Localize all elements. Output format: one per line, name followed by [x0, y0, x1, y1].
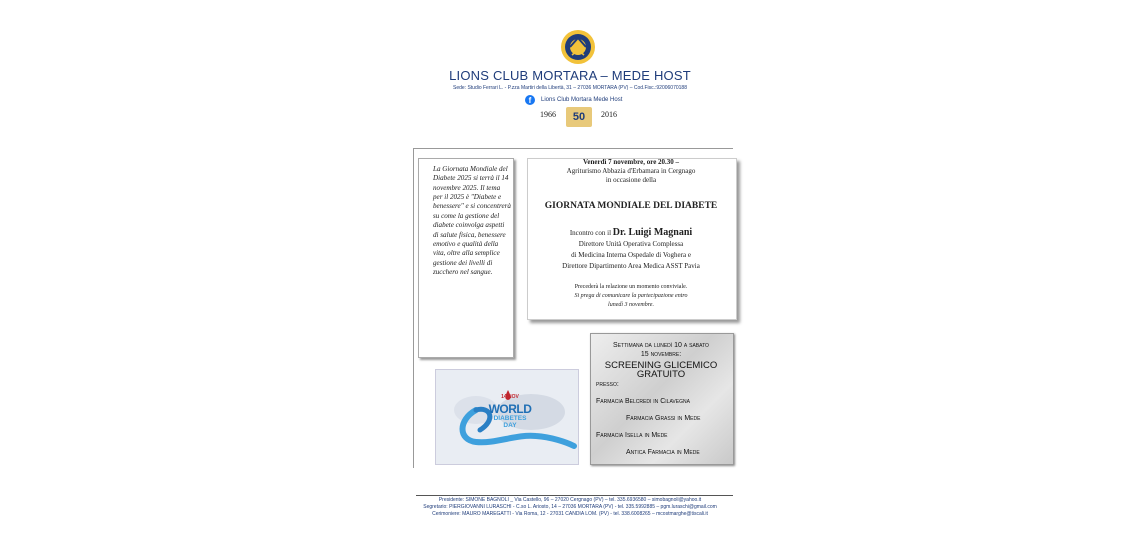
club-address: Sede: Studio Ferrari L. - P.zza Martiri della Libertà, 31 – 27036 MORTARA (PV) – Cod.Fisc.:92006070188: [452, 85, 687, 91]
event-place: Agriturismo Abbazia d'Erbamara in Cergnago: [566, 167, 696, 175]
footer-president: Presidente: SIMONE BAGNOLI _ Via Castello, 96 – 27020 Cergnago (PV) – tel. 335.6936580 – simobagnoli@yahoo.it: [438, 497, 702, 503]
screening-presso: presso:: [596, 381, 619, 388]
wdd-diabetes-day-label: [480, 416, 540, 430]
page-frame-top: [413, 148, 733, 149]
pharmacy-item: Antica Farmacia in Mede: [626, 449, 700, 456]
year-end: 2016: [601, 110, 617, 119]
year-start: 1966: [540, 110, 556, 119]
wdd-diabetes-label: DIABETES: [493, 415, 527, 422]
speaker-name: Dr. Luigi Magnani: [612, 227, 693, 238]
footer-secretary: Segretario: PIERGIOVANNI LURASCHI - C.so L. Ariosto, 14 – 27036 MORTARA (PV) - tel. 335.5992885 – pgm.luraschi@gmail.com: [423, 504, 717, 510]
pharmacy-item: Farmacia Isella in Mede: [596, 432, 668, 439]
facebook-icon: f: [525, 95, 535, 105]
event-title: GIORNATA MONDIALE DEL DIABETE: [544, 201, 718, 211]
screening-week-end: 15 novembre:: [640, 351, 682, 358]
event-speaker-line: [527, 227, 735, 240]
event-rsvp: Si prega di comunicare la partecipazione entro: [574, 293, 688, 299]
event-intro: Incontro con il: [569, 229, 612, 237]
footer-ceremony: Cerimoniere: MAURO MAREGATTI - Via Roma, 12 - 27031 CANDIA LOM. (PV) - tel. 338.6008265 – mcostmarghe@tiscali.it: [432, 511, 708, 517]
wdd-world-label: WORLD: [488, 402, 532, 416]
world-diabetes-day-image: [435, 369, 579, 465]
wdd-date-label: 14 NOV: [501, 394, 519, 400]
event-rsvp-date: lunedì 3 novembre.: [608, 302, 654, 308]
event-date: Venerdì 7 novembre, ore 20.30 –: [582, 158, 680, 166]
facebook-link[interactable]: [525, 94, 622, 106]
speaker-role-2: di Medicina Interna Ospedale di Voghera e: [571, 251, 691, 259]
pharmacy-item: Farmacia Grassi in Mede: [626, 415, 701, 422]
lions-club-emblem-icon: [560, 29, 596, 65]
page-frame-left: [413, 148, 414, 468]
wdd-day-label: DAY: [503, 421, 517, 429]
info-text: La Giornata Mondiale del Diabete 2025 si terrà il 14 novembre 2025. Il tema per il 2025 è "Diabete e benessere" e si concentrerà su come la gestione del diabete coinvolga aspetti di salute fisica, benessere emotivo e qualità della vita, oltre alla semplice gestione dei livelli di zucchero nel sangue.: [433, 165, 511, 276]
facebook-page-name: Lions Club Mortara Mede Host: [541, 97, 623, 103]
speaker-role-1: Direttore Unità Operativa Complessa: [578, 240, 684, 248]
pharmacy-item: Farmacia Belcredi in Cilavegna: [596, 398, 690, 405]
anniversary-badge: 50: [566, 107, 592, 127]
screening-title: SCREENING GLICEMICO: [604, 360, 718, 371]
screening-week: Settimana da lunedì 10 a sabato: [613, 342, 709, 349]
speaker-role-3: Direttore Dipartimento Area Medica ASST Pavia: [562, 262, 700, 270]
club-name: LIONS CLUB MORTARA – MEDE HOST: [449, 68, 691, 83]
screening-title-free: GRATUITO: [636, 369, 686, 380]
event-occasion: in occasione della: [605, 176, 657, 184]
event-note: Precederà la relazione un momento conviviale.: [574, 284, 688, 290]
footer-divider: [416, 495, 733, 496]
